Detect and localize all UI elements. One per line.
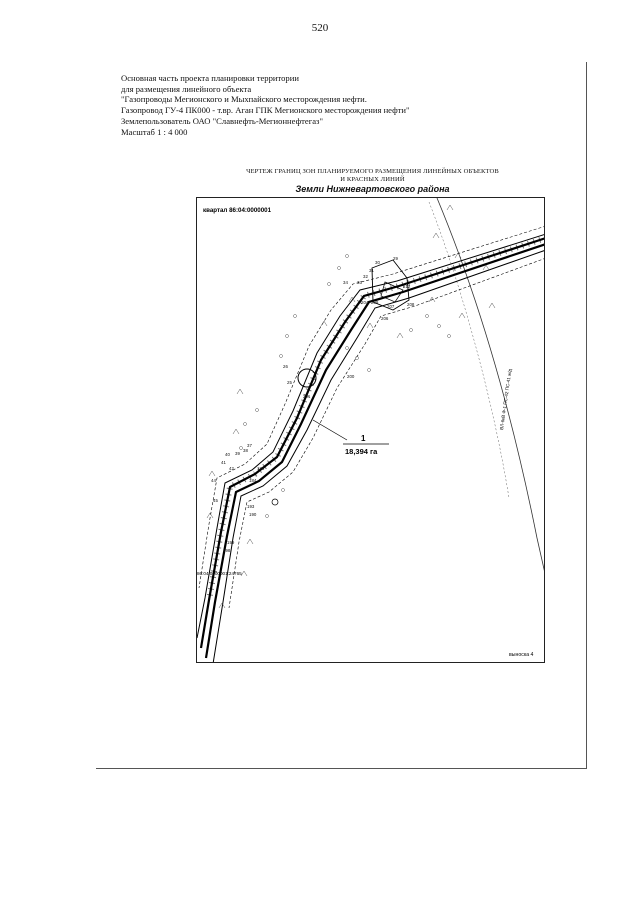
- callout-label: выноска 4: [509, 652, 534, 658]
- title-line-5: Землепользователь ОАО "Славнефть-Мегионнефтегаз": [121, 115, 323, 126]
- point-label: 31: [369, 268, 374, 273]
- point-label: 209: [371, 300, 379, 305]
- kvartal-label: квартал 86:04:0000001: [203, 207, 272, 214]
- point-label: 38: [243, 448, 248, 453]
- point-label: 45: [213, 498, 218, 503]
- point-label: 25: [287, 380, 292, 385]
- point-labels: [211, 256, 415, 553]
- map-canvas: [197, 198, 545, 663]
- point-label: 40: [225, 452, 230, 457]
- page-number: 520: [311, 22, 329, 34]
- drawing-heading-line-1: ЧЕРТЕЖ ГРАНИЦ ЗОН ПЛАНИРУЕМОГО РАЗМЕЩЕНИЯ ЛИНЕЙНЫХ ОБЪЕКТОВ: [246, 168, 499, 175]
- title-line-2: для размещения линейного объекта: [121, 83, 252, 94]
- map-symbols: [207, 205, 495, 608]
- zone-dashed-right: [229, 258, 545, 608]
- title-block: [121, 73, 410, 137]
- drawing-subheading: Земли Нижневартовского района: [295, 184, 450, 194]
- point-label: 212: [403, 284, 411, 289]
- drawing-heading-line-2: И КРАСНЫХ ЛИНИЙ: [340, 176, 405, 183]
- point-label: 32: [363, 274, 368, 279]
- point-label: 201: [303, 394, 311, 399]
- point-label: 37: [247, 443, 252, 448]
- point-label: 193: [247, 504, 255, 509]
- point-label: 184: [249, 478, 257, 483]
- point-label: 44: [211, 478, 216, 483]
- title-line-3: "Газопроводы Мегионского и Мыхпайского месторождения нефти.: [121, 94, 367, 105]
- zone-number-label: 1: [361, 434, 366, 443]
- point-label: 204: [361, 300, 369, 305]
- point-label: 206: [381, 316, 389, 321]
- title-line-4: Газопровод ГУ-4 ПК000 - т.вр. Аган ГПК Мегионского месторождения нефти": [121, 105, 410, 116]
- area-leader-line: [313, 420, 347, 440]
- drawing-heading: [200, 168, 545, 184]
- point-label: 190: [249, 512, 257, 517]
- point-label: 42: [229, 466, 234, 471]
- point-label: 41: [221, 460, 226, 465]
- point-label: 34: [343, 280, 348, 285]
- zone-area-label: 18,394 га: [345, 447, 378, 456]
- point-label: 30: [375, 260, 380, 265]
- point-label: 200: [347, 374, 355, 379]
- point-label: 186: [257, 466, 265, 471]
- title-line-6: Масштаб 1 : 4 000: [121, 126, 188, 137]
- map-frame: [196, 197, 545, 663]
- small-circle-marker: [272, 499, 278, 505]
- point-label: 33: [357, 280, 362, 285]
- point-label: 26: [283, 364, 288, 369]
- point-label: 39: [235, 451, 240, 456]
- point-label: 199: [227, 540, 235, 545]
- point-label: 29: [393, 256, 398, 261]
- point-label: 207: [387, 304, 395, 309]
- cadastral-label: 86:04:0000001:24765: [197, 571, 242, 576]
- road-label: ВЛ-6кВ Ф-1 ПС-42 ПС-41 ж/д: [499, 368, 513, 431]
- point-label: 198: [223, 548, 231, 553]
- road-boundary-curve-2: [429, 202, 509, 498]
- corridor-outer-right: [213, 250, 545, 663]
- title-line-1: Основная часть проекта планировки территории: [121, 73, 299, 83]
- point-label: 208: [407, 302, 415, 307]
